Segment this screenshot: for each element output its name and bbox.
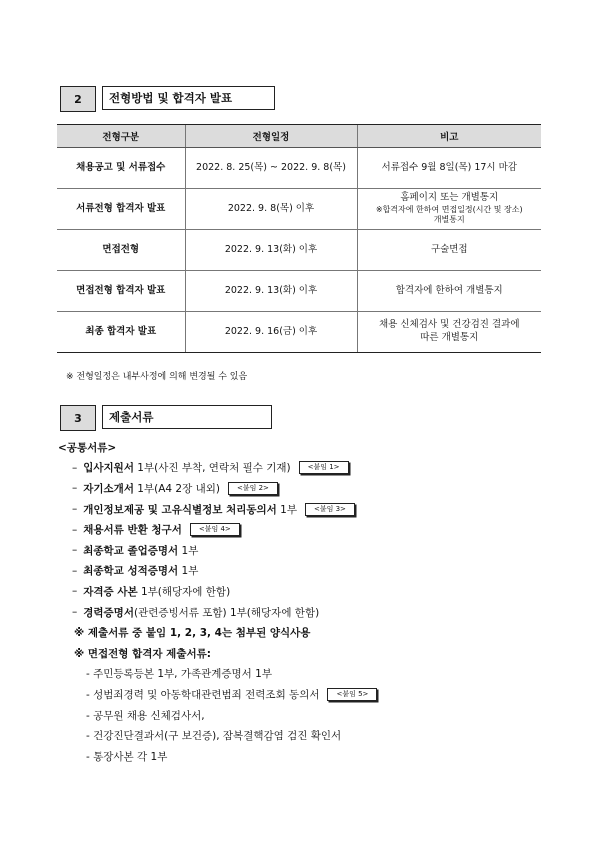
table-row	[57, 148, 541, 189]
section-title: 제출서류	[102, 405, 272, 429]
note-cell	[357, 271, 541, 312]
list-item	[58, 581, 377, 602]
interview-docs-heading: ※ 면접전형 합격자 제출서류:	[74, 647, 211, 660]
note-line: ※합격자에 한하여 면접일정(시간 및 장소)	[375, 204, 523, 214]
section-number: 2	[60, 86, 96, 112]
table-row	[57, 230, 541, 271]
doc-name: 최종학교 졸업증명서	[83, 544, 179, 557]
doc-detail: 1부(A4 2장 내외)	[133, 482, 220, 495]
note-line: 홈페이지 또는 개별통지	[400, 192, 499, 204]
bullet: –	[72, 523, 78, 536]
doc-name: 자격증 사본	[83, 585, 138, 598]
note-cell	[357, 230, 541, 271]
list-item	[58, 684, 377, 705]
interview-doc: - 공무원 채용 신체검사서,	[86, 709, 205, 722]
bullet: –	[72, 585, 78, 598]
note-line: 따른 개별통지	[420, 332, 479, 343]
stage-cell: 채용공고 및 서류접수	[57, 148, 185, 189]
stage-cell: 최종 합격자 발표	[57, 312, 185, 353]
list-item	[58, 499, 377, 520]
schedule-footnote: ※ 전형일정은 내부사정에 의해 변경될 수 있음	[66, 372, 248, 382]
bullet: –	[72, 461, 78, 474]
date-cell: 2022. 9. 13(화) 이후	[185, 271, 357, 312]
doc-detail: 1부(해당자에 한함)	[137, 585, 231, 598]
list-item	[58, 540, 377, 561]
stage-cell: 서류전형 합격자 발표	[57, 189, 185, 230]
interview-doc: - 성범죄경력 및 아동학대관련범죄 전력조회 동의서	[86, 688, 320, 701]
doc-detail: 1부	[178, 544, 199, 557]
interview-doc: - 주민등록등본 1부, 가족관계증명서 1부	[86, 668, 272, 681]
bullet: –	[72, 606, 78, 619]
attachment-tag: <붙임 2>	[228, 482, 278, 495]
list-item	[58, 602, 377, 623]
bullet: –	[72, 482, 78, 495]
table-row	[57, 189, 541, 230]
date-cell: 2022. 8. 25(목) ~ 2022. 9. 8(목)	[185, 148, 357, 189]
bullet: –	[72, 564, 78, 577]
note-line: 구술면접	[430, 243, 468, 255]
table-header-row	[57, 125, 541, 148]
form-notice: ※ 제출서류 중 붙임 1, 2, 3, 4는 첨부된 양식사용	[74, 627, 311, 640]
note-line: 채용 신체검사 및 건강검진 결과에	[378, 319, 520, 331]
date-cell: 2022. 9. 13(화) 이후	[185, 230, 357, 271]
attachment-tag: <붙임 4>	[190, 523, 240, 536]
doc-detail: (관련증빙서류 포함) 1부(해당자에 한함)	[133, 606, 320, 619]
interview-doc: - 건강진단결과서(구 보건증), 잠복결핵감염 검진 확인서	[86, 730, 342, 743]
header-note: 비고	[357, 125, 541, 148]
bullet: –	[72, 544, 78, 557]
doc-name: 개인정보제공 및 고유식별정보 처리동의서	[83, 503, 277, 516]
note-line: 서류접수 9월 8일(목) 17시 마감	[381, 161, 517, 173]
section-2-header	[60, 86, 275, 112]
doc-detail: 1부(사진 부착, 연락처 필수 기재)	[133, 462, 291, 475]
common-docs-heading: <공통서류>	[58, 441, 117, 454]
section-number: 3	[60, 405, 96, 431]
doc-detail: 1부	[178, 565, 199, 578]
list-item	[58, 519, 377, 540]
note-cell	[357, 312, 541, 353]
section-title: 전형방법 및 합격자 발표	[102, 86, 275, 110]
attachment-tag: <붙임 1>	[299, 461, 349, 474]
table-row	[57, 312, 541, 353]
attachment-tag: <붙임 5>	[327, 688, 377, 701]
list-item	[58, 458, 377, 479]
list-item	[58, 705, 377, 726]
header-date: 전형일정	[185, 125, 357, 148]
date-cell: 2022. 9. 16(금) 이후	[185, 312, 357, 353]
schedule-table	[57, 124, 541, 353]
list-item	[58, 478, 377, 499]
section-3-header	[60, 405, 272, 431]
doc-name: 자기소개서	[83, 482, 134, 495]
list-item	[58, 725, 377, 746]
doc-detail: 1부	[276, 503, 297, 516]
bullet: –	[72, 503, 78, 516]
doc-name: 입사지원서	[83, 462, 134, 475]
interview-doc: - 통장사본 각 1부	[86, 750, 168, 763]
list-item	[58, 561, 377, 582]
required-documents	[58, 437, 377, 767]
doc-name: 채용서류 반환 청구서	[83, 524, 182, 537]
stage-cell: 면접전형 합격자 발표	[57, 271, 185, 312]
list-item	[58, 746, 377, 767]
stage-cell: 면접전형	[57, 230, 185, 271]
note-cell	[357, 148, 541, 189]
table-row	[57, 271, 541, 312]
attachment-tag: <붙임 3>	[305, 503, 355, 516]
list-item	[58, 664, 377, 685]
date-cell: 2022. 9. 8(목) 이후	[185, 189, 357, 230]
note-cell	[357, 189, 541, 230]
header-stage: 전형구분	[57, 125, 185, 148]
note-line: 개별통지	[433, 215, 465, 225]
doc-name: 경력증명서	[83, 606, 134, 619]
note-line: 합격자에 한하여 개별통지	[395, 284, 503, 296]
doc-name: 최종학교 성적증명서	[83, 565, 179, 578]
